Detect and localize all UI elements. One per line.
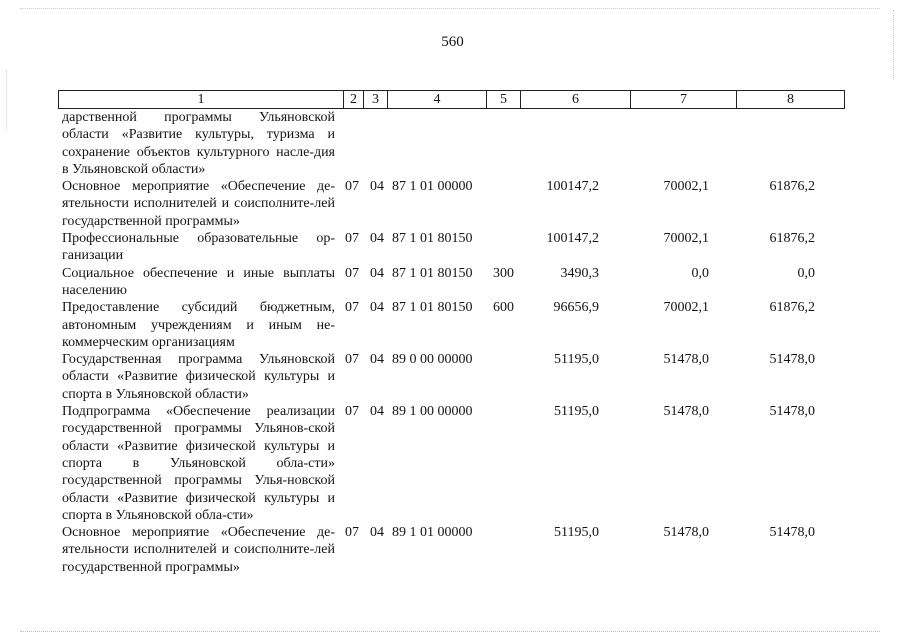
row-target-code: 87 1 01 80150	[392, 300, 473, 316]
table-row	[62, 299, 845, 351]
row-amount-col7: 70002,1	[663, 179, 709, 195]
header-col-2: 2	[343, 91, 363, 108]
row-target-code: 89 1 00 00000	[392, 404, 473, 420]
row-description: Профессиональные образовательные ор-ганизации	[62, 231, 335, 264]
row-target-code: 87 1 01 80150	[392, 231, 473, 247]
header-col-7: 7	[630, 91, 736, 108]
row-section: 07	[345, 300, 359, 316]
scan-edge-top	[20, 8, 880, 9]
table-row	[62, 524, 845, 576]
row-amount-col6: 3490,3	[560, 265, 599, 281]
row-target-code: 89 1 01 00000	[392, 525, 473, 541]
table-row	[62, 351, 845, 403]
table-row	[62, 178, 845, 230]
table-row	[62, 403, 845, 524]
row-target-code: 87 1 01 00000	[392, 179, 473, 195]
row-section: 07	[345, 525, 359, 541]
scan-edge-left	[6, 70, 7, 130]
row-description: дарственной программы Ульяновской области «Развитие культуры, туризма и сохранение объектов культурного насле-дия в Ульяновской области»	[62, 110, 335, 177]
row-amount-col6: 96656,9	[553, 300, 599, 316]
table-row	[62, 265, 845, 300]
row-section: 07	[345, 265, 359, 281]
row-amount-col8: 51478,0	[769, 352, 815, 368]
row-target-code: 89 0 00 00000	[392, 352, 473, 368]
row-amount-col6: 100147,2	[546, 179, 599, 195]
row-amount-col8: 61876,2	[769, 231, 815, 247]
row-subsection: 04	[370, 525, 384, 541]
row-expense-type: 600	[493, 300, 514, 316]
header-col-1: 1	[58, 91, 343, 108]
row-description: Основное мероприятие «Обеспечение де-ятельности исполнителей и соисполните-лей государственной программы»	[62, 525, 335, 575]
row-section: 07	[345, 404, 359, 420]
table-body	[62, 109, 845, 576]
row-amount-col8: 0,0	[797, 265, 815, 281]
row-target-code: 87 1 01 80150	[392, 265, 473, 281]
row-subsection: 04	[370, 404, 384, 420]
scan-edge-bottom	[20, 631, 880, 632]
header-col-6: 6	[520, 91, 630, 108]
table-header	[58, 90, 845, 109]
row-description: Основное мероприятие «Обеспечение де-ятельности исполнителей и соисполните-лей государственной программы»	[62, 179, 335, 229]
header-col-4: 4	[387, 91, 486, 108]
row-subsection: 04	[370, 265, 384, 281]
row-section: 07	[345, 179, 359, 195]
row-amount-col7: 70002,1	[663, 300, 709, 316]
row-description: Предоставление субсидий бюджетным, автономным учреждениям и иным не-коммерческим организациям	[62, 300, 335, 350]
row-amount-col8: 51478,0	[769, 525, 815, 541]
row-amount-col7: 0,0	[691, 265, 709, 281]
row-amount-col8: 61876,2	[769, 300, 815, 316]
table-row	[62, 230, 845, 265]
row-amount-col7: 51478,0	[663, 352, 709, 368]
row-subsection: 04	[370, 231, 384, 247]
row-subsection: 04	[370, 179, 384, 195]
row-amount-col6: 100147,2	[546, 231, 599, 247]
row-description: Государственная программа Ульяновской области «Развитие физической культуры и спорта в Ульяновской области»	[62, 352, 335, 402]
row-amount-col7: 51478,0	[663, 404, 709, 420]
row-amount-col6: 51195,0	[554, 404, 599, 420]
header-col-3: 3	[363, 91, 387, 108]
row-description: Подпрограмма «Обеспечение реализации государственной программы Ульянов-ской области «Развитие физической культуры и спорта в Ульяновской обла-сти» государственной программы Улья-новской области «Развитие физической культуры и спорта в Ульяновской обла-сти»	[62, 404, 335, 523]
row-section: 07	[345, 352, 359, 368]
row-amount-col7: 51478,0	[663, 525, 709, 541]
row-amount-col8: 61876,2	[769, 179, 815, 195]
row-subsection: 04	[370, 352, 384, 368]
row-amount-col8: 51478,0	[769, 404, 815, 420]
row-description: Социальное обеспечение и иные выплаты населению	[62, 265, 335, 298]
row-amount-col6: 51195,0	[554, 352, 599, 368]
row-section: 07	[345, 231, 359, 247]
table-row	[62, 109, 845, 178]
header-col-8: 8	[736, 91, 845, 108]
row-amount-col7: 70002,1	[663, 231, 709, 247]
row-expense-type: 300	[493, 265, 514, 281]
row-subsection: 04	[370, 300, 384, 316]
page-number: 560	[441, 34, 464, 50]
header-col-5: 5	[486, 91, 520, 108]
row-amount-col6: 51195,0	[554, 525, 599, 541]
